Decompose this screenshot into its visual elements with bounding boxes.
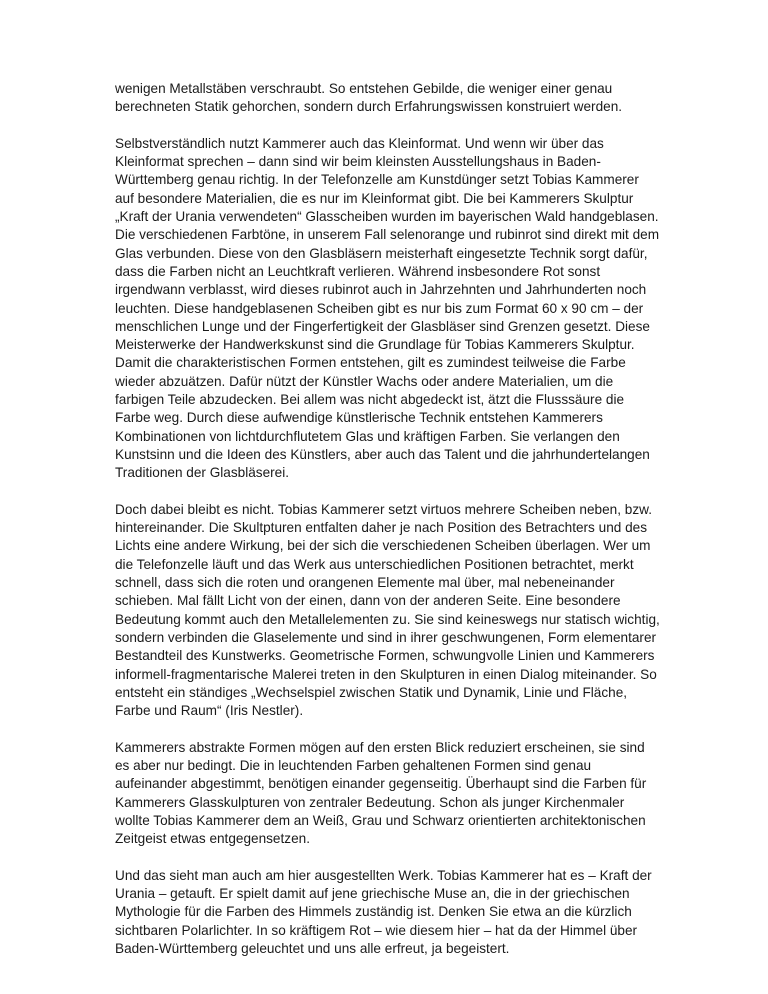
paragraph-5: Und das sieht man auch am hier ausgestellten Werk. Tobias Kammerer hat es – Kraft der Urania – getauft. Er spielt damit auf jene griechische Muse an, die in der griechischen Mythologie für die Farben des Himmels zuständig ist. Denken Sie etwa an die kürzlich sichtbaren Polarlichter. In so kräftigem Rot – wie diesem hier – hat da der Himmel über Baden-Württemberg geleuchtet und uns alle erfreut, ja begeistert. — [115, 867, 652, 956]
paragraph-1: wenigen Metallstäben verschraubt. So entstehen Gebilde, die weniger einer genau berechneten Statik gehorchen, sondern durch Erfahrungswissen konstruiert werden. — [115, 81, 623, 115]
body-text — [115, 80, 660, 977]
paragraph-2: Selbstverständlich nutzt Kammerer auch das Kleinformat. Und wenn wir über das Kleinformat sprechen – dann sind wir beim kleinsten Ausstellungshaus in Baden-Württemberg genau richtig. In der Telefonzelle am Kunstdünger setzt Tobias Kammerer auf besondere Materialien, die es nur im Kleinformat gibt. Die bei Kammerers Skulptur „Kraft der Urania verwendeten“ Glasscheiben wurden im bayerischen Wald handgeblasen. Die verschiedenen Farbtöne, in unserem Fall selenorange und rubinrot sind direkt mit dem Glas verbunden. Diese von den Glasbläsern meisterhaft eingesetzte Technik sorgt dafür, dass die Farben nicht an Leuchtkraft verlieren. Während insbesondere Rot sonst irgendwann verblasst, wird dieses rubinrot auch in Jahrzehnten und Jahrhunderten noch leuchten. Diese handgeblasenen Scheiben gibt es nur bis zum Format 60 x 90 cm – der menschlichen Lunge und der Fingerfertigkeit der Glasbläser sind Grenzen gesetzt. Diese Meisterwerke der Handwerkskunst sind die Grundlage für Tobias Kammerers Skulptur. Damit die charakteristischen Formen entstehen, gilt es zumindest teilweise die Farbe wieder abzuätzen. Dafür nützt der Künstler Wachs oder andere Materialien, um die farbigen Teile abzudecken. Bei allem was nicht abgedeckt ist, ätzt die Flusssäure die Farbe weg. Durch diese aufwendige künstlerische Technik entstehen Kammerers Kombinationen von lichtdurchflutetem Glas und kräftigen Farben. Sie verlangen den Kunstsinn und die Ideen des Künstlers, aber auch das Talent und die jahrhundertelangen Traditionen der Glasbläserei. — [115, 135, 660, 481]
paragraph-4: Kammerers abstrakte Formen mögen auf den ersten Blick reduziert erscheinen, sie sind es aber nur bedingt. Die in leuchtenden Farben gehaltenen Formen sind genau aufeinander abgestimmt, benötigen einander gegenseitig. Überhaupt sind die Farben für Kammerers Glasskulpturen von zentraler Bedeutung. Schon als junger Kirchenmaler wollte Tobias Kammerer dem an Weiß, Grau und Schwarz orientierten architektonischen Zeitgeist etwas entgegensetzen. — [115, 739, 647, 847]
paragraph-3: Doch dabei bleibt es nicht. Tobias Kammerer setzt virtuos mehrere Scheiben neben, bzw. hintereinander. Die Skultpturen entfalten daher je nach Position des Betrachters und des Lichts eine andere Wirkung, bei der sich die verschiedenen Scheiben überlagen. Wer um die Telefonzelle läuft und das Werk aus unterschiedlichen Positionen betrachtet, merkt schnell, dass sich die roten und orangenen Elemente mal über, mal nebeneinander schieben. Mal fällt Licht von der einen, dann von der anderen Seite. Eine besondere Bedeutung kommt auch den Metallelementen zu. Sie sind keineswegs nur statisch wichtig, sondern verbinden die Glaselemente und sind in ihrer geschwungenen, Form elementarer Bestandteil des Kunstwerks. Geometrische Formen, schwungvolle Linien und Kammerers informell-fragmentarische Malerei treten in den Skulpturen in einen Dialog miteinander. So entsteht ein ständiges „Wechselspiel zwischen Statik und Dynamik, Linie und Fläche, Farbe und Raum“ (Iris Nestler). — [115, 501, 660, 719]
